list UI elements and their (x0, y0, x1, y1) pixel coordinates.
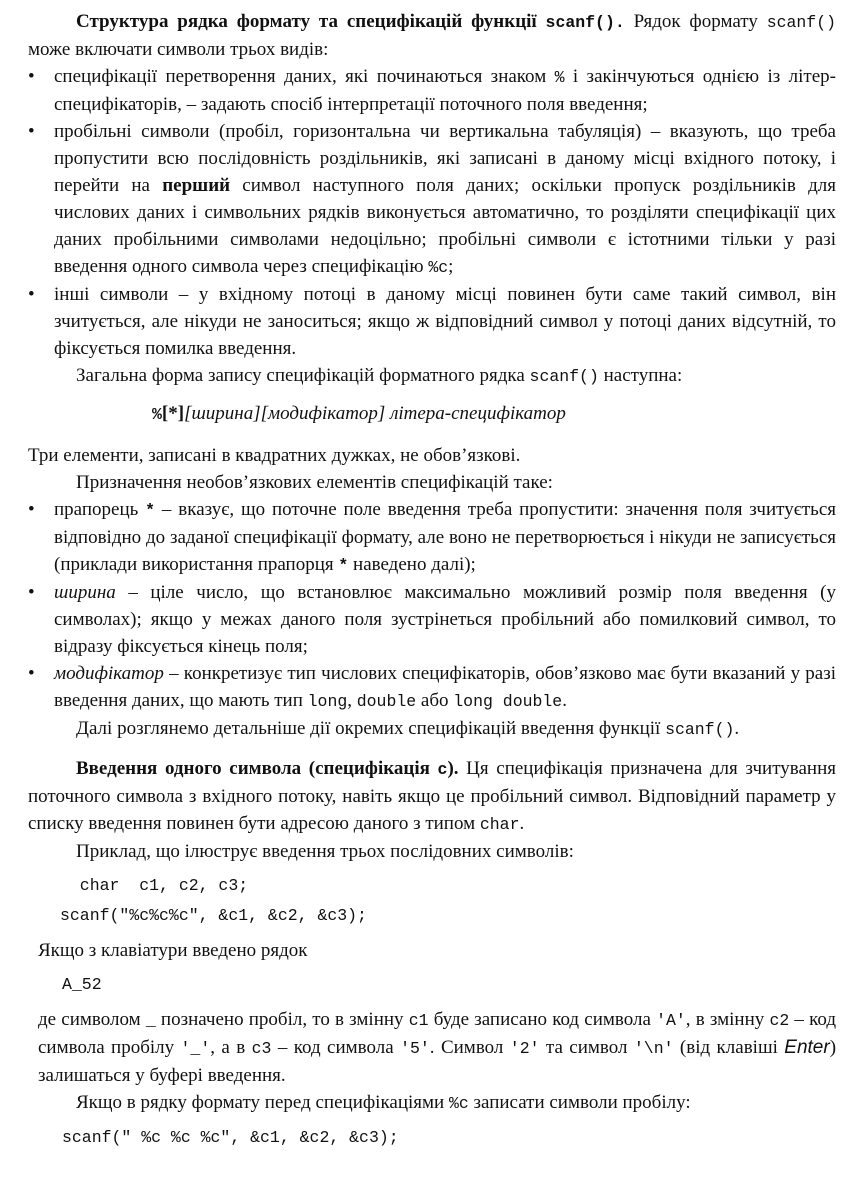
optional-elements-list (28, 496, 836, 715)
list-item: • специфікації перетворення даних, які починаються знаком % і закінчуються однією із літер-специфікаторів, – задають спосіб інтерпретації поточного поля введення; (28, 63, 836, 118)
list-item: • модифікатор – конкретизує тип числових специфікаторів, обов’язково має бути вказаний у разі введення даних, що мають тип long, double або long double. (28, 660, 836, 715)
optional-elements-note: Три елементи, записані в квадратних дужках, не обов’язкові. (28, 445, 521, 466)
format-symbol-kinds-list (28, 63, 836, 362)
general-form-paragraph: Загальна форма запису специфікацій форматного рядка scanf() наступна: (76, 365, 683, 386)
input-line: A_52 (62, 975, 102, 994)
list-item: • інші символи – у вхідному потоці в даному місці повинен бути саме такий символ, він зчитується, але нікуди не заноситься; якщо ж відповідний символ у потоці даних відсутній, то фіксується помилка введення. (28, 281, 836, 362)
section-single-char-paragraph: Введення одного символа (специфікація c). Ця специфікація призначена для зчитування поточного символа з вхідного потоку, навіть якщо це пробільний символ. Відповідний параметр у списку введення повинен бути адресою даного з типом char. (28, 758, 836, 834)
list-item: • ширина – ціле число, що встановлює максимально можливий розмір поля введення (у символах); якщо у межах даного поля зустрінеться пробільний або помилковий символ, то відразу фіксується кінець поля; (28, 579, 836, 660)
list-item: • пробільні символи (пробіл, горизонтальна чи вертикальна табуляція) – вказують, що треба пропустити всю послідовність роздільників, які записані в даному місці вхідного потоку, і перейти на перший символ наступного поля даних; оскільки пропуск роздільників для числових даних і символьних рядків виконується автоматично, то розділяти специфікації цих даних пробільними символами недоцільно; пробільні символи є істотними тільки у разі введення одного символа через специфікацію %c; (28, 118, 836, 281)
section-title: Введення одного символа (специфікація (76, 758, 438, 779)
explanation-paragraph: де символом _ позначено пробіл, то в змінну c1 буде записано код символа 'A', в змінну c2 – код символа пробілу '_', а в c3 – код символа '5'. Символ '2' та символ '\n' (від клавіші Enter) залишаться у буфері введення. (38, 1009, 837, 1086)
code-line: char c1, c2, c3; (60, 876, 249, 895)
example-intro: Приклад, що ілюструє введення трьох послідовних символів: (76, 841, 574, 862)
spaces-intro: Якщо в рядку формату перед специфікаціями %c записати символи пробілу: (76, 1092, 691, 1113)
specification-formula: %[*][ширина][модифікатор] літера-специфікатор (152, 403, 566, 424)
code-line: scanf(" %c %c %c", &c1, &c2, &c3); (62, 1128, 399, 1147)
list-item: • прапорець * – вказує, що поточне поле введення треба пропустити: значення поля зчитується відповідно до заданої специфікації формату, але воно не перетворюється і нікуди не записується (приклади використання прапорця * наведено далі); (28, 496, 836, 579)
keyboard-intro: Якщо з клавіатури введено рядок (38, 940, 308, 961)
code-line: scanf("%c%c%c", &c1, &c2, &c3); (60, 906, 367, 925)
section-title-code: scanf(). (545, 13, 625, 32)
section-structure-paragraph: Структура рядка формату та специфікацій функції scanf(). Рядок формату scanf() може включати символи трьох видів: (28, 11, 836, 60)
section-title: Структура рядка формату та специфікацій функції (76, 11, 546, 32)
next-paragraph: Далі розглянемо детальніше дії окремих специфікацій введення функції scanf(). (76, 718, 740, 739)
purpose-intro: Призначення необов’язкових елементів специфікацій таке: (76, 472, 553, 493)
